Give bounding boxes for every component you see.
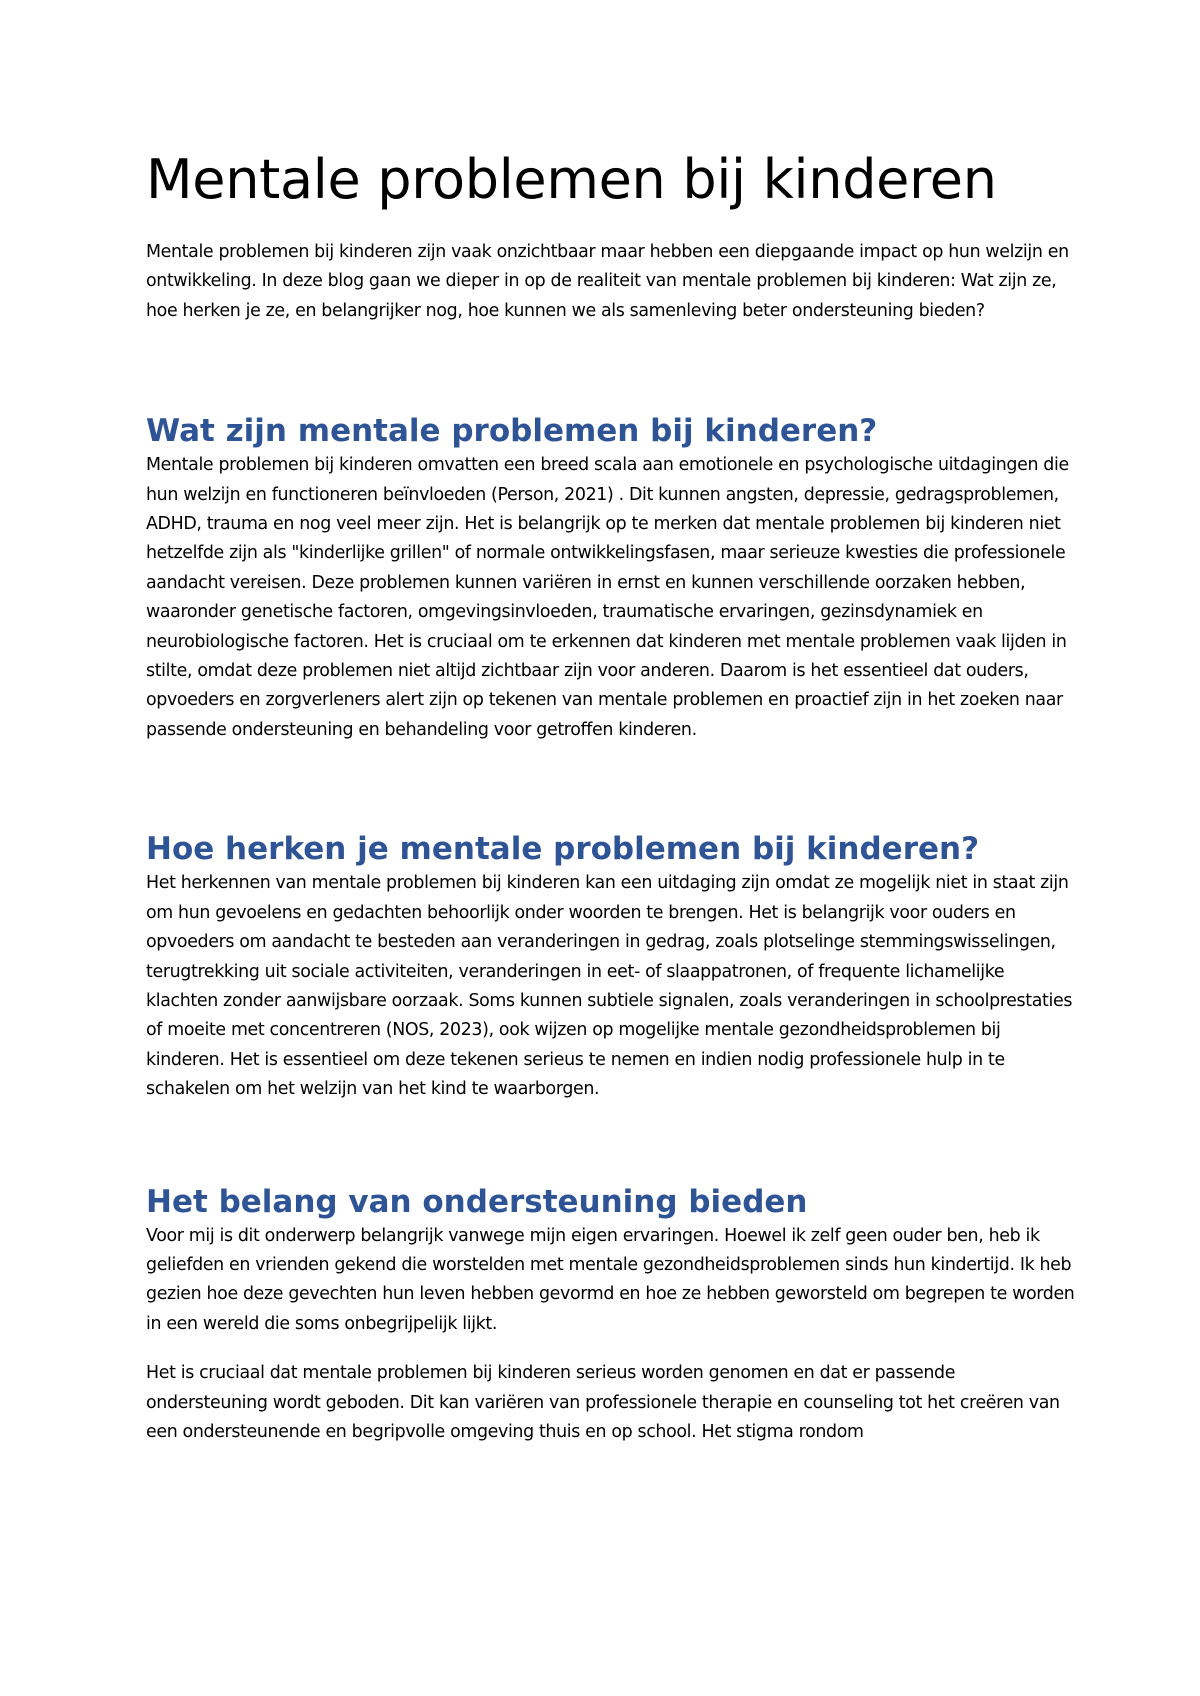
- section-heading: Hoe herken je mentale problemen bij kinderen?: [146, 831, 980, 868]
- section-paragraph: Het is cruciaal dat mentale problemen bij kinderen serieus worden genomen en dat er passende ondersteuning wordt geboden. Dit kan variëren van professionele therapie en counseling tot het creëren van een ondersteunende en begripvolle omgeving thuis en op school. Het stigma rondom: [146, 1363, 1060, 1442]
- section-heading: Het belang van ondersteuning bieden: [146, 1183, 808, 1220]
- section-belang-ondersteuning: [146, 1182, 1076, 1448]
- document-page: [146, 148, 1076, 1447]
- section-hoe-herken: [146, 829, 1076, 1104]
- intro-paragraph: Mentale problemen bij kinderen zijn vaak onzichtbaar maar hebben een diepgaande impact op hun welzijn en ontwikkeling. In deze blog gaan we dieper in op de realiteit van mentale problemen bij kinderen: Wat zijn ze, hoe herken je ze, en belangrijker nog, hoe kunnen we als samenleving beter ondersteuning bieden?: [146, 242, 1069, 321]
- section-paragraph: Mentale problemen bij kinderen omvatten een breed scala aan emotionele en psychologische uitdagingen die hun welzijn en functioneren beïnvloeden (Person, 2021) . Dit kunnen angsten, depressie, gedragsproblemen, ADHD, trauma en nog veel meer zijn. Het is belangrijk op te merken dat mentale problemen bij kinderen niet hetzelfde zijn als "kinderlijke grillen" of normale ontwikkelingsfasen, maar serieuze kwesties die professionele aandacht vereisen. Deze problemen kunnen variëren in ernst en kunnen verschillende oorzaken hebben, waaronder genetische factoren, omgevingsinvloeden, traumatische ervaringen, gezinsdynamiek en neurobiologische factoren. Het is cruciaal om te erkennen dat kinderen met mentale problemen vaak lijden in stilte, omdat deze problemen niet altijd zichtbaar zijn voor anderen. Daarom is het essentieel dat ouders, opvoeders en zorgverleners alert zijn op tekenen van mentale problemen en proactief zijn in het zoeken naar passende ondersteuning en behandeling voor getroffen kinderen.: [146, 455, 1069, 740]
- section-wat-zijn: [146, 411, 1076, 745]
- section-heading: Wat zijn mentale problemen bij kinderen?: [146, 413, 878, 450]
- document-title: Mentale problemen bij kinderen: [146, 148, 997, 211]
- section-paragraph: Voor mij is dit onderwerp belangrijk vanwege mijn eigen ervaringen. Hoewel ik zelf geen ouder ben, heb ik geliefden en vrienden gekend die worstelden met mentale gezondheidsproblemen sinds hun kindertijd. Ik heb gezien hoe deze gevechten hun leven hebben gevormd en hoe ze hebben geworsteld om begrepen te worden in een wereld die soms onbegrijpelijk lijkt.: [146, 1225, 1075, 1334]
- section-paragraph: Het herkennen van mentale problemen bij kinderen kan een uitdaging zijn omdat ze mogelijk niet in staat zijn om hun gevoelens en gedachten behoorlijk onder woorden te brengen. Het is belangrijk voor ouders en opvoeders om aandacht te besteden aan veranderingen in gedrag, zoals plotselinge stemmingswisselingen, terugtrekking uit sociale activiteiten, veranderingen in eet- of slaappatronen, of frequente lichamelijke klachten zonder aanwijsbare oorzaak. Soms kunnen subtiele signalen, zoals veranderingen in schoolprestaties of moeite met concentreren (NOS, 2023), ook wijzen op mogelijke mentale gezondheidsproblemen bij kinderen. Het is essentieel om deze tekenen serieus te nemen en indien nodig professionele hulp in te schakelen om het welzijn van het kind te waarborgen.: [146, 873, 1073, 1100]
